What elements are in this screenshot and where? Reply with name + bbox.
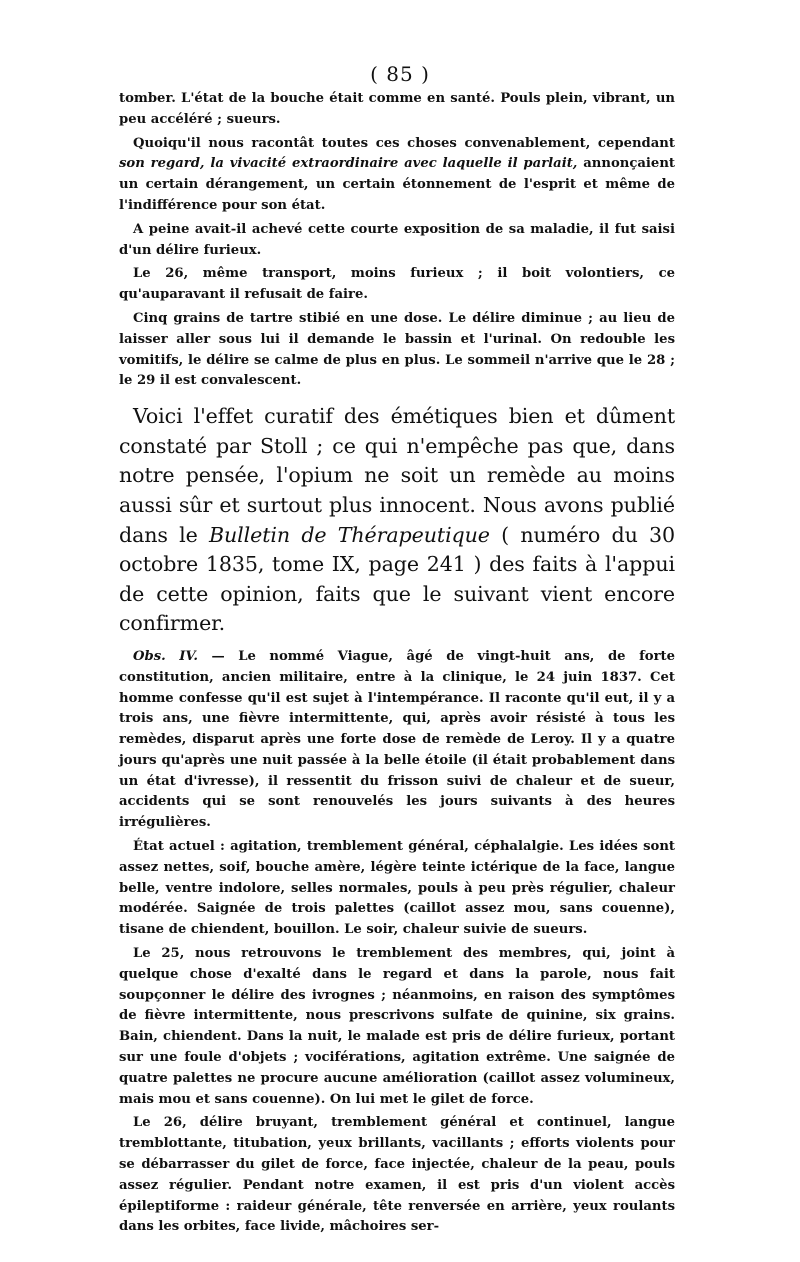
paragraph-1: tomber. L'état de la bouche était comme en santé. Pouls plein, vibrant, un peu accéléré ; sueurs. bbox=[119, 91, 675, 127]
paragraph-2 bbox=[119, 134, 675, 217]
commentary-end: ( numéro du 30 octobre 1835, tome IX, page 241 ) des faits à l'appui de cette opinion, faits que le suivant vient encore confirmer. bbox=[119, 522, 675, 636]
paragraph-le-26: Le 26, délire bruyant, tremblement général et continuel, langue tremblottante, titubation, yeux brillants, vacillants ; efforts violents pour se débarrasser du gilet de force, face injectée, chaleur de la peau, pouls assez régulier. Pendant notre examen, il est pris d'un violent accès épileptiforme : raideur générale, tête renversée en arrière, yeux roulants dans les orbites, face livide, mâchoires ser- bbox=[119, 1115, 675, 1235]
commentary-start: Voici l'effet curatif des émétiques bien et dûment constaté par Stoll ; ce qui n'empêche pas que, dans notre pensée, l'opium ne soit un remède au moins aussi sûr et surtout plus innocent. Nous avons publié dans le bbox=[119, 404, 675, 547]
paragraph-le-25: Le 25, nous retrouvons le tremblement des membres, qui, joint à quelque chose d'exalté dans le regard et dans la parole, nous fait soupçonner le délire des ivrognes ; néanmoins, en raison des symptômes de fièvre intermittente, nous prescrivons sulfate de quinine, six grains. Bain, chiendent. Dans la nuit, le malade est pris de délire furieux, portant sur une foule d'objets ; vociférations, agitation extrême. Une saignée de quatre palettes ne procure aucune amélioration (caillot assez volumineux, mais mou et sans couenne). On lui met le gilet de force. bbox=[119, 946, 675, 1107]
paragraph-2-italic: son regard, la vivacité extraordinaire avec laquelle il parlait, bbox=[119, 156, 578, 172]
paragraph-5: Cinq grains de tartre stibié en une dose. Le délire diminue ; au lieu de laisser aller sous lui il demande le bassin et l'urinal. On redouble les vomitifs, le délire se calme de plus en plus. Le sommeil n'arrive que le 28 ; le 29 il est convalescent. bbox=[119, 310, 675, 389]
page-number: ( 85 ) bbox=[370, 62, 430, 86]
observation-text: — Le nommé Viague, âgé de vingt-huit ans, de forte constitution, ancien militaire, entre à la clinique, le 24 juin 1837. Cet homme confesse qu'il est sujet à l'intempérance. Il raconte qu'il eut, il y a trois ans, une fièvre intermittente, qui, après avoir résisté à tous les remèdes, disparut après une forte dose de remède de Leroy. Il y a quatre jours qu'après une nuit passée à la belle étoile (il était probablement dans un état d'ivresse), il ressentit du frisson suivi de chaleur et de sueur, accidents qui se sont renouvelés les jours suivants à des heures irrégulières. bbox=[119, 648, 675, 831]
bulletin-title: Bulletin de Thérapeutique bbox=[208, 522, 490, 547]
observation-label: Obs. IV. bbox=[133, 648, 198, 664]
text-column bbox=[119, 89, 675, 1238]
commentary-paragraph bbox=[119, 402, 675, 639]
paragraph-4: Le 26, même transport, moins furieux ; il boit volontiers, ce qu'auparavant il refusait de faire. bbox=[119, 266, 675, 303]
paragraph-2-start: Quoiqu'il nous racontât toutes ces choses convenablement, cependant bbox=[133, 135, 675, 151]
paragraph-etat-actuel: État actuel : agitation, tremblement général, céphalalgie. Les idées sont assez nettes, soif, bouche amère, légère teinte ictérique de la face, langue belle, ventre indolore, selles normales, pouls à peu près régulier, chaleur modérée. Saignée de trois palettes (caillot assez mou, sans couenne), tisane de chiendent, bouillon. Le soir, chaleur suivie de sueurs. bbox=[119, 839, 675, 938]
observation-paragraph bbox=[119, 647, 675, 834]
paragraph-2-end: annonçaient un certain dérangement, un certain étonnement de l'esprit et même de l'indifférence pour son état. bbox=[119, 156, 676, 213]
paragraph-3: A peine avait-il achevé cette courte exposition de sa maladie, il fut saisi d'un délire furieux. bbox=[119, 221, 675, 258]
